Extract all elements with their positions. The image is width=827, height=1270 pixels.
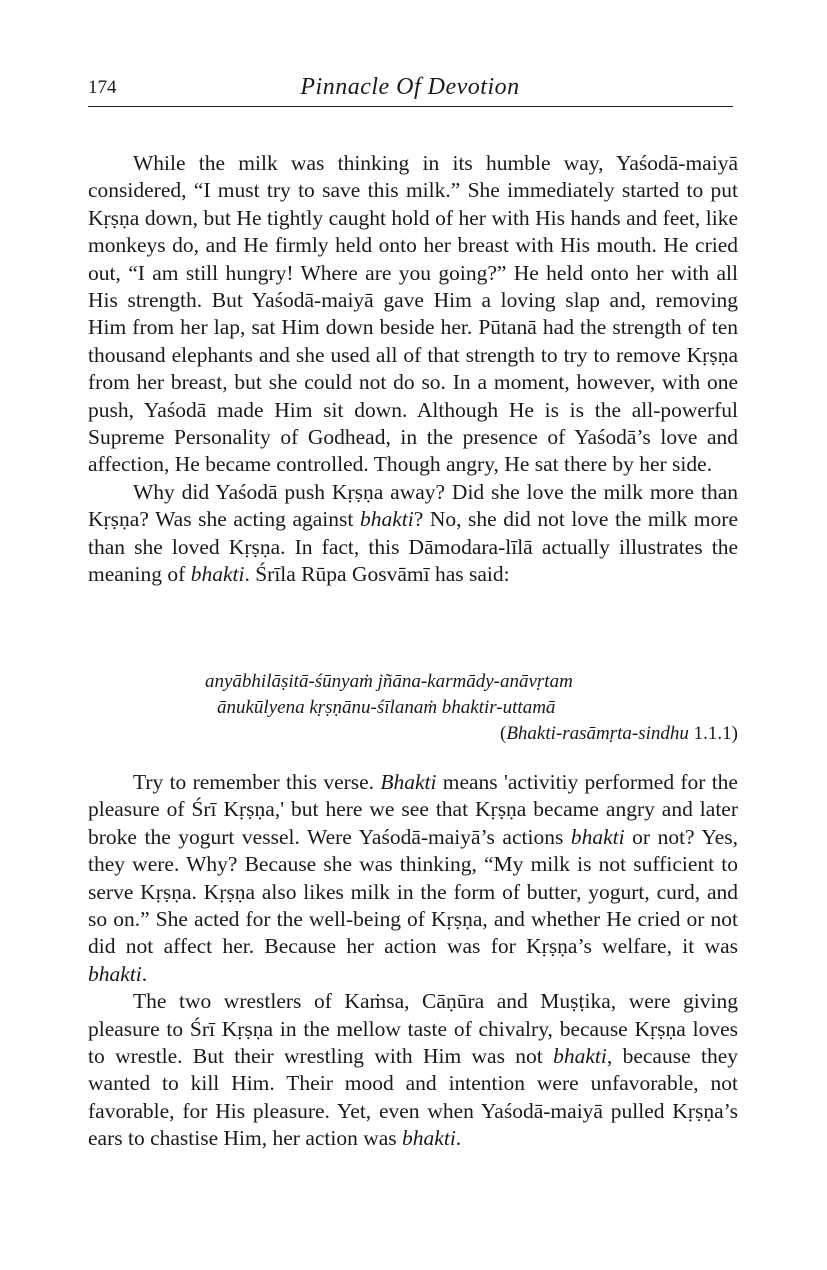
italic-term: bhakti (553, 1044, 607, 1069)
text-run: While the milk was thinking in its humble way, Yaśodā-maiyā considered, “I must try to save this milk.” She immediately started to put Kṛṣṇa down, but He tightly caught hold of her with His hands and feet, like monkeys do, and He firmly held onto her breast with His mouth. He cried out, “I am still hungry! Where are you going?” He held onto her with all His strength. But Yaśodā-maiyā gave Him a loving slap and, removing Him from her lap, sat Him down beside her. Pūtanā had the strength of ten thousand elephants and she used all of that strength to try to remove Kṛṣṇa from her breast, but she could not do so. In a moment, however, with one push, Yaśodā made Him sit down. Although He is is the all-powerful Supreme Personality of Godhead, in the presence of Yaśodā’s love and affection, He became controlled. Though angry, He sat there by her side. (88, 151, 738, 477)
paragraph (88, 150, 738, 479)
verse-line: anyābhilāṣitā-śūnyaṁ jñāna-karmādy-anāvṛtam (205, 671, 573, 692)
paragraph (88, 769, 738, 988)
header-rule (88, 106, 733, 107)
verse-line: ānukūlyena kṛṣṇānu-śīlanaṁ bhaktir-uttamā (217, 697, 556, 718)
citation-title: Bhakti-rasāmṛta-sindhu (506, 723, 689, 744)
text-run: or not? Yes, they were. Why? Because she was thinking, “My milk is not sufficient to serve Kṛṣṇa. Kṛṣṇa also likes milk in the form of butter, yogurt, curd, and so on.” She acted for the well-being of Kṛṣṇa, and whether He cried or not did not affect her. Because her action was for Kṛṣṇa’s welfare, it was (88, 824, 738, 959)
page-number: 174 (88, 77, 117, 98)
italic-term: bhakti (402, 1126, 456, 1151)
italic-term: bhakti (570, 824, 625, 849)
text-run: . (455, 1126, 462, 1151)
citation-ref: 1.1.1) (688, 723, 738, 744)
body-text-lower (88, 769, 738, 1153)
text-run: Try to remember this verse. (133, 770, 381, 794)
italic-term: Bhakti (380, 770, 437, 794)
text-run: , because they wanted to kill Him. Their mood and intention were unfavorable, not favorable, for His pleasure. Yet, even when Yaśodā-maiyā pulled Kṛṣṇa’s ears to chastise Him, her action was (88, 1044, 738, 1151)
italic-term: bhakti (359, 507, 414, 532)
citation-open: ( (499, 723, 507, 744)
italic-term: bhakti (88, 961, 142, 986)
paragraph (88, 479, 738, 589)
italic-term: bhakti (190, 562, 245, 587)
text-run: . (141, 961, 148, 986)
paragraph (88, 988, 738, 1152)
text-run: means 'activitiy performed for the pleasure of Śrī Kṛṣṇa,' but here we see that Kṛṣṇa became angry and later broke the yogurt vessel. Were Yaśodā-maiyā’s actions (88, 770, 738, 849)
verse-block (205, 669, 738, 747)
text-run: The two wrestlers of Kaṁsa, Cāṇūra and Muṣṭika, were giving pleasure to Śrī Kṛṣṇa in the mellow taste of chivalry, because Kṛṣṇa loves to wrestle. But their wrestling with Him was not (88, 989, 738, 1069)
verse-citation (205, 721, 738, 747)
body-text-upper (88, 150, 738, 589)
text-run: ? No, she did not love the milk more than she loved Kṛṣṇa. In fact, this Dāmodara-līlā actually illustrates the meaning of (88, 507, 738, 587)
text-run: Why did Yaśodā push Kṛṣṇa away? Did she love the milk more than Kṛṣṇa? Was she acting against (88, 479, 738, 532)
text-run: . Śrīla Rūpa Gosvāmī has said: (244, 562, 510, 587)
running-title: Pinnacle Of Devotion (300, 74, 520, 100)
